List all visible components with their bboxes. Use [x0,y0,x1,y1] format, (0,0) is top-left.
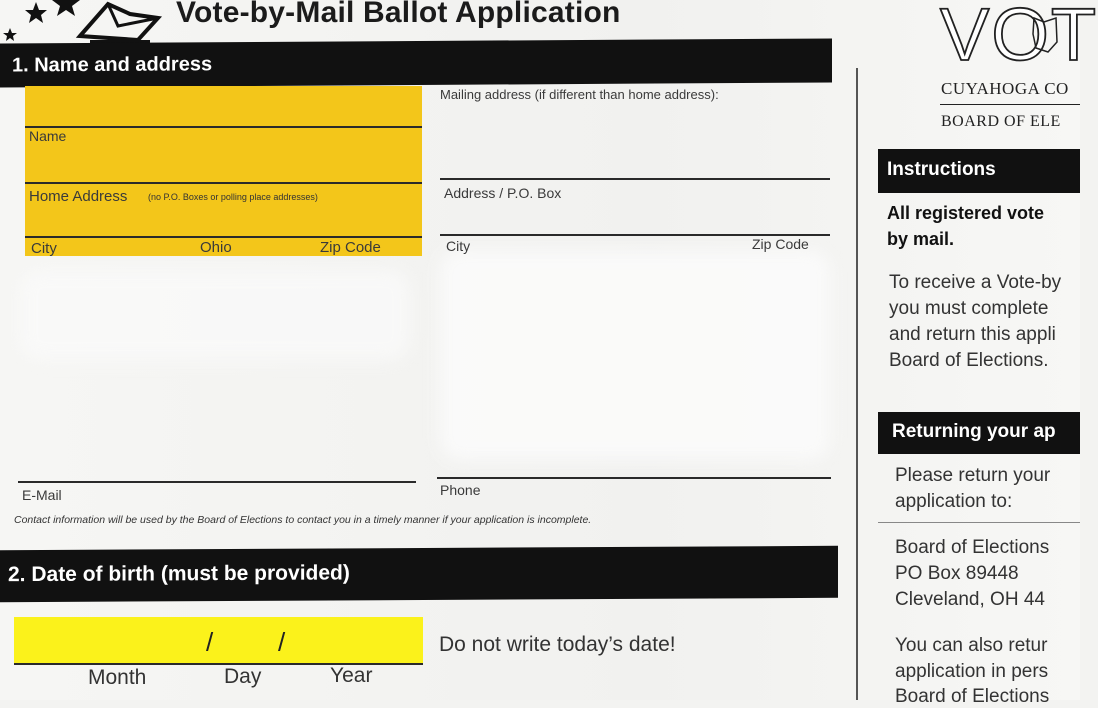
more-text-line: You can also retur [895,635,1048,656]
stars-ballot-logo-icon [0,0,170,48]
mailing-zip-label: Zip Code [752,236,809,252]
instructions-text-line: and return this appli [889,324,1056,345]
dob-warning: Do not write today’s date! [439,633,676,656]
faded-background-area [20,270,410,360]
mailing-address-label: Address / P.O. Box [444,185,562,201]
address-line: Board of Elections [895,537,1050,558]
instructions-text-line: you must complete [889,298,1049,319]
instructions-text-line: To receive a Vote-by [889,272,1062,293]
name-label: Name [29,128,67,144]
home-address-note: (no P.O. Boxes or polling place addresses) [148,192,318,202]
ohio-state-icon [1030,14,1060,56]
more-text-line: Board of Elections [895,686,1050,707]
address-line: Cleveland, OH 44 [895,589,1045,610]
date-of-birth-field[interactable] [14,617,423,664]
contact-note: Contact information will be used by the Board of Elections to contact you in a timely manner if your application is incomplete. [14,514,592,526]
section-heading-label: 2. Date of birth (must be provided) [8,561,350,587]
home-address-field-block[interactable] [25,86,422,256]
returning-text-line: Please return your [895,465,1051,486]
state-label: Ohio [200,239,232,256]
county-name: CUYAHOGA CO [941,79,1069,98]
address-line: PO Box 89448 [895,563,1019,584]
returning-heading [878,412,1080,454]
mailing-address-heading: Mailing address (if different than home address): [440,87,719,102]
section-name-address-heading [0,38,832,87]
dob-slash-1: / [206,627,214,657]
email-line[interactable] [18,481,416,483]
city-line [25,236,422,238]
home-address-label: Home Address [29,188,128,205]
returning-heading-label: Returning your ap [892,421,1056,442]
phone-line[interactable] [437,477,831,479]
vote-logo: VOT [940,0,1098,76]
returning-text-line: application to: [895,491,1013,512]
dob-slash-2: / [278,627,286,657]
section-dob-heading [0,546,838,602]
phone-label: Phone [440,482,481,498]
month-label: Month [88,666,147,689]
form-title: Vote-by-Mail Ballot Application [176,0,621,29]
instructions-bold-line-1: All registered vote [887,203,1045,223]
instructions-bold-line-2: by mail. [887,229,955,249]
column-divider [856,68,858,700]
year-label: Year [330,664,373,687]
redacted-area [440,250,830,460]
instructions-heading [878,149,1080,193]
instructions-text-line: Board of Elections. [889,350,1049,371]
city-label: City [31,240,57,257]
board-name: BOARD OF ELE [941,113,1061,130]
email-label: E-Mail [22,487,62,503]
more-text-line: application in pers [895,661,1049,682]
mailing-city-label: City [446,238,471,254]
logo-rule [940,104,1080,105]
zip-label: Zip Code [320,239,381,256]
instructions-heading-label: Instructions [887,159,996,180]
home-address-line [25,182,422,184]
mailing-address-line[interactable] [440,178,830,180]
section-heading-label: 1. Name and address [12,53,213,77]
address-rule [878,522,1080,523]
name-line [25,126,422,128]
day-label: Day [224,665,262,688]
